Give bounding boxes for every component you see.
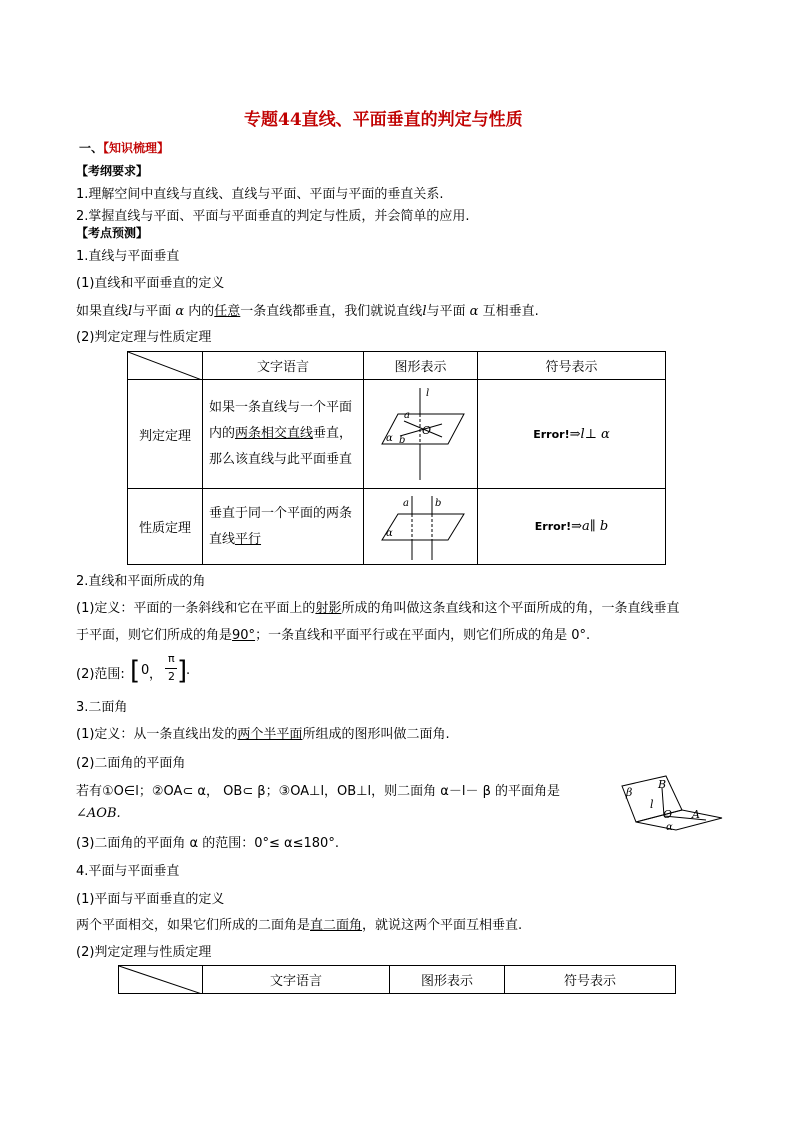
p4-definition: 两个平面相交，如果它们所成的二面角是直二面角，就说这两个平面互相垂直. bbox=[76, 918, 523, 933]
table1-header-text: 文字语言 bbox=[203, 352, 364, 380]
table2-corner-cell bbox=[119, 966, 203, 994]
p3-sub2: (2)二面角的平面角 bbox=[76, 756, 186, 771]
diagonal-divider bbox=[119, 966, 202, 994]
p3-angle: ∠AOB. bbox=[76, 806, 121, 821]
p4-sub1: (1)平面与平面垂直的定义 bbox=[76, 892, 225, 907]
p2-definition-line1: (1)定义：平面的一条斜线和它在平面上的射影所成的角叫做这条直线和这个平面所成的角，一条直线垂直 bbox=[76, 601, 680, 616]
dihedral-angle-diagram bbox=[618, 774, 726, 832]
p3-title: 3.二面角 bbox=[76, 700, 128, 715]
svg-text:l: l bbox=[650, 798, 654, 811]
table1-header-symbol: 符号表示 bbox=[478, 352, 666, 380]
p2-title: 2.直线和平面所成的角 bbox=[76, 574, 206, 589]
svg-text:α: α bbox=[666, 822, 673, 832]
p2-definition-line2: 于平面，则它们所成的角是90°；一条直线和平面平行或在平面内，则它们所成的角是 0°. bbox=[76, 628, 591, 643]
svg-text:α: α bbox=[385, 433, 393, 444]
table2-header-text: 文字语言 bbox=[203, 966, 390, 994]
table1-header-figure: 图形表示 bbox=[364, 352, 478, 380]
svg-text:β: β bbox=[626, 786, 633, 799]
parallel-lines-plane-diagram bbox=[376, 492, 466, 562]
p1-title: 1.直线与平面垂直 bbox=[76, 249, 180, 264]
p4-title: 4.平面与平面垂直 bbox=[76, 864, 180, 879]
page-title: 专题44直线、平面垂直的判定与性质 bbox=[244, 110, 523, 130]
section-knowledge bbox=[79, 139, 169, 156]
kaogang-item-1: 1.理解空间中直线与直线、直线与平面、平面与平面的垂直关系. bbox=[76, 187, 444, 202]
section-name: 【知识梳理】 bbox=[103, 141, 170, 155]
svg-text:b: b bbox=[398, 435, 405, 446]
p1-sub2: (2)判定定理与性质定理 bbox=[76, 330, 212, 345]
svg-text:b: b bbox=[434, 497, 441, 509]
p4-sub2: (2)判定定理与性质定理 bbox=[76, 945, 212, 960]
section-number: 一、 bbox=[79, 141, 104, 155]
property-symbol: Error!⇒a∥ b bbox=[478, 489, 666, 565]
table2-header-figure: 图形表示 bbox=[390, 966, 505, 994]
range-bracket-left: [ bbox=[130, 656, 141, 686]
fraction-bar bbox=[165, 668, 177, 669]
kaogang-heading: 【考纲要求】 bbox=[76, 164, 149, 178]
svg-text:O: O bbox=[663, 808, 673, 821]
svg-text:l: l bbox=[425, 388, 429, 399]
theorem-table-2 bbox=[118, 965, 676, 994]
svg-text:a: a bbox=[403, 410, 410, 421]
p3-condition: 若有①O∈l；②OA⊂ α， OB⊂ β；③OA⊥l，OB⊥l，则二面角 α－l－ β 的平面角是 bbox=[76, 784, 561, 799]
svg-text:O: O bbox=[421, 424, 431, 437]
line-perpendicular-plane-diagram bbox=[376, 384, 466, 484]
p1-definition: 如果直线l与平面 α 内的任意一条直线都垂直，我们就说直线l与平面 α 互相垂直. bbox=[76, 304, 539, 319]
property-text: 垂直于同一个平面的两条直线平行 bbox=[203, 489, 364, 565]
svg-text:α: α bbox=[385, 527, 393, 539]
judgment-figure-cell bbox=[364, 380, 478, 489]
row-label-judgment: 判定定理 bbox=[128, 380, 203, 489]
p3-definition: (1)定义：从一条直线出发的两个半平面所组成的图形叫做二面角. bbox=[76, 727, 450, 742]
svg-text:A: A bbox=[692, 808, 700, 821]
judgment-text: 如果一条直线与一个平面内的两条相交直线垂直，那么该直线与此平面垂直 bbox=[203, 380, 364, 489]
theorem-table-1 bbox=[127, 351, 666, 565]
kaodian-heading: 【考点预测】 bbox=[76, 226, 149, 240]
property-figure-cell bbox=[364, 489, 478, 565]
p3-range: (3)二面角的平面角 α 的范围：0°≤ α≤180°. bbox=[76, 836, 339, 851]
range-bracket-right: ] bbox=[177, 656, 188, 686]
judgment-symbol: Error!⇒l⊥ α bbox=[478, 380, 666, 489]
kaogang-item-2: 2.掌握直线与平面、平面与平面垂直的判定与性质，并会简单的应用. bbox=[76, 209, 470, 224]
table1-corner-cell bbox=[128, 352, 203, 380]
svg-text:a: a bbox=[402, 497, 409, 509]
svg-text:B: B bbox=[658, 778, 667, 791]
p1-sub1: (1)直线和平面垂直的定义 bbox=[76, 276, 225, 291]
diagonal-divider bbox=[128, 352, 202, 380]
table2-header-symbol: 符号表示 bbox=[505, 966, 676, 994]
row-label-property: 性质定理 bbox=[128, 489, 203, 565]
